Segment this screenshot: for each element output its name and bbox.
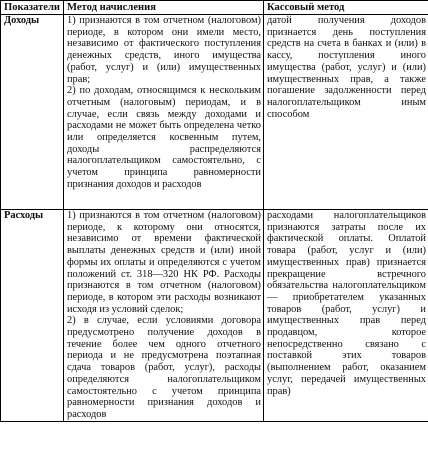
expenses-cash-text: расходами налогоплательщиков признаются затраты после их фактической оплаты. Оплатой товара (работ, услуг и (или) имущественных прав) признается прекращение встречного обязательства налогоплательщиком — приобретателем указанных товаров (работ, услуг) и имущественных прав перед продавцом, которое непосредственно связано с поставкой этих товаров (выполнением работ, оказанием услуг, передачей имущественных прав) <box>267 210 426 397</box>
income-accrual-item-1: 1) признаются в том отчетном (налоговом) периоде, в котором они имели место, независимо от фактического поступления денежных средств, иного имущества (работ, услуг) и (или) имущественных прав; <box>67 15 261 85</box>
expenses-accrual-item-1: 1) признаются в том отчетном (налоговом) периоде, к которому они относятся, независимо от времени фактической выплаты денежных средств и (или) иной формы их оплаты и определяются с учетом положений ст. 318—320 НК РФ. Расходы признаются в том отчетном (налоговом) периоде, в котором эти расходы возникают исходя из условий сделок; <box>67 210 261 315</box>
header-cash-method: Кассовый метод <box>264 1 428 15</box>
row-label-expenses: Расходы <box>1 210 64 422</box>
table-row-income <box>1 15 428 210</box>
header-accrual-method: Метод начисления <box>64 1 264 15</box>
income-cash-cell <box>264 15 428 210</box>
expenses-accrual-item-2: 2) в случае, если условиями договора предусмотрено получение доходов в течение более чем одного отчетного периода и не предусмотрена поэтапная сдача товаров (работ, услуг), расходы определяются налогоплательщиком самостоятельно с учетом принципа равномерности признания доходов и расходов <box>67 315 261 420</box>
header-indicators: Показатели <box>1 1 64 15</box>
row-label-income: Доходы <box>1 15 64 210</box>
income-accrual-item-2: 2) по доходам, относящимся к нескольким отчетным (налоговым) периодам, и в случае, если связь между доходами и расходами не может быть определена четко или определяется косвенным путем, доходы распределяются налогоплательщиком самостоятельно, с учетом принципа равномерности признания доходов и расходов <box>67 85 261 190</box>
table-row-expenses <box>1 210 428 422</box>
income-cash-text: датой получения доходов признается день поступления средств на счета в банках и (или) в кассу, поступления иного имущества (работ, услуг) и (или) имущественных прав, а также погашение задолженности перед налогоплательщиком иным способом <box>267 15 426 120</box>
expenses-cash-cell <box>264 210 428 422</box>
income-accrual-cell <box>64 15 264 210</box>
header-row <box>1 1 428 15</box>
expenses-accrual-cell <box>64 210 264 422</box>
